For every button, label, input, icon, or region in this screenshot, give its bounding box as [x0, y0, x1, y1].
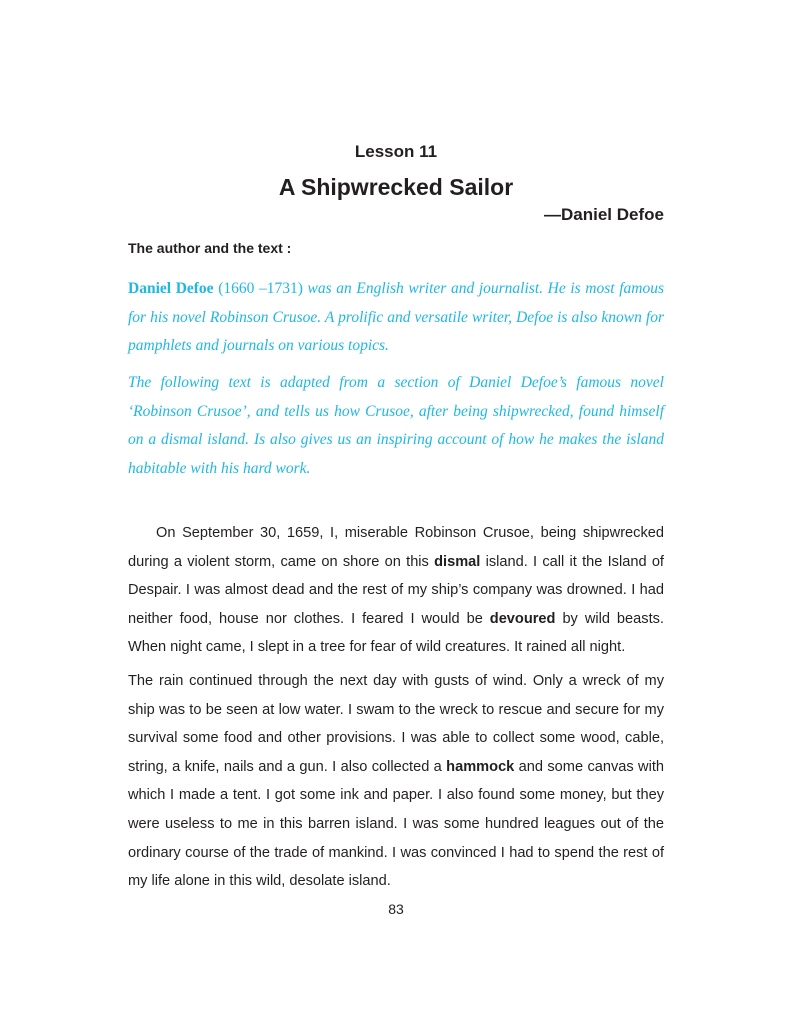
story-text: and some canvas with which I made a tent. I got some ink and paper. I also found some money, but they were useless to me in this barren island. I was some hundred leagues out of the ordinary course of the trade of mankind. I was convinced I had to spend the rest of my life alone in this wild, desolate island. — [128, 758, 664, 890]
text-intro-paragraph: The following text is adapted from a section of Daniel Defoe’s famous novel ‘Robinson Crusoe’, and tells us how Crusoe, after being shipwrecked, found himself on a dismal island. Is also gives us an inspiring account of how he makes the island habitable with his hard work. — [128, 374, 664, 477]
highlighted-word-hammock: hammock — [446, 758, 515, 775]
highlighted-word-devoured: devoured — [489, 610, 556, 627]
lesson-number: Lesson 11 — [354, 142, 438, 161]
story-paragraph-2 — [128, 667, 664, 896]
story-paragraph-1 — [128, 519, 664, 662]
story-text: On September 30, 1659, I, miserable Robinson Crusoe, being shipwrecked during a violent storm, came on shore on this — [128, 525, 664, 570]
section-heading: The author and the text : — [128, 240, 292, 256]
author-byline: —Daniel Defoe — [544, 205, 664, 224]
page-number: 83 — [388, 901, 404, 917]
highlighted-word-dismal: dismal — [434, 553, 481, 570]
book-page — [128, 0, 664, 1024]
story-text: by wild beasts. When night came, I slept in a tree for fear of wild creatures. It rained all night. — [128, 610, 664, 656]
author-intro-paragraph — [128, 275, 664, 361]
story-text: The rain continued through the next day with gusts of wind. Only a wreck of my ship was to be seen at low water. I swam to the wreck to rescue and secure for my survival some food and other provisions. I was able to collect some wood, cable, string, a knife, nails and a gun. I also collected a — [128, 673, 664, 775]
author-name: Daniel Defoe — [128, 280, 214, 297]
story-text: island. I call it the Island of Despair. I was almost dead and the rest of my ship’s company was drowned. I had neither food, house nor clothes. I feared I would be — [128, 553, 664, 627]
lesson-title: A Shipwrecked Sailor — [278, 174, 514, 200]
author-intro-text: was an English writer and journalist. He is most famous for his novel Robinson Crusoe. A prolific and versatile writer, Defoe is also known for pamphlets and journals on various topics. — [128, 280, 665, 354]
author-years: (1660 –1731) — [213, 280, 308, 297]
